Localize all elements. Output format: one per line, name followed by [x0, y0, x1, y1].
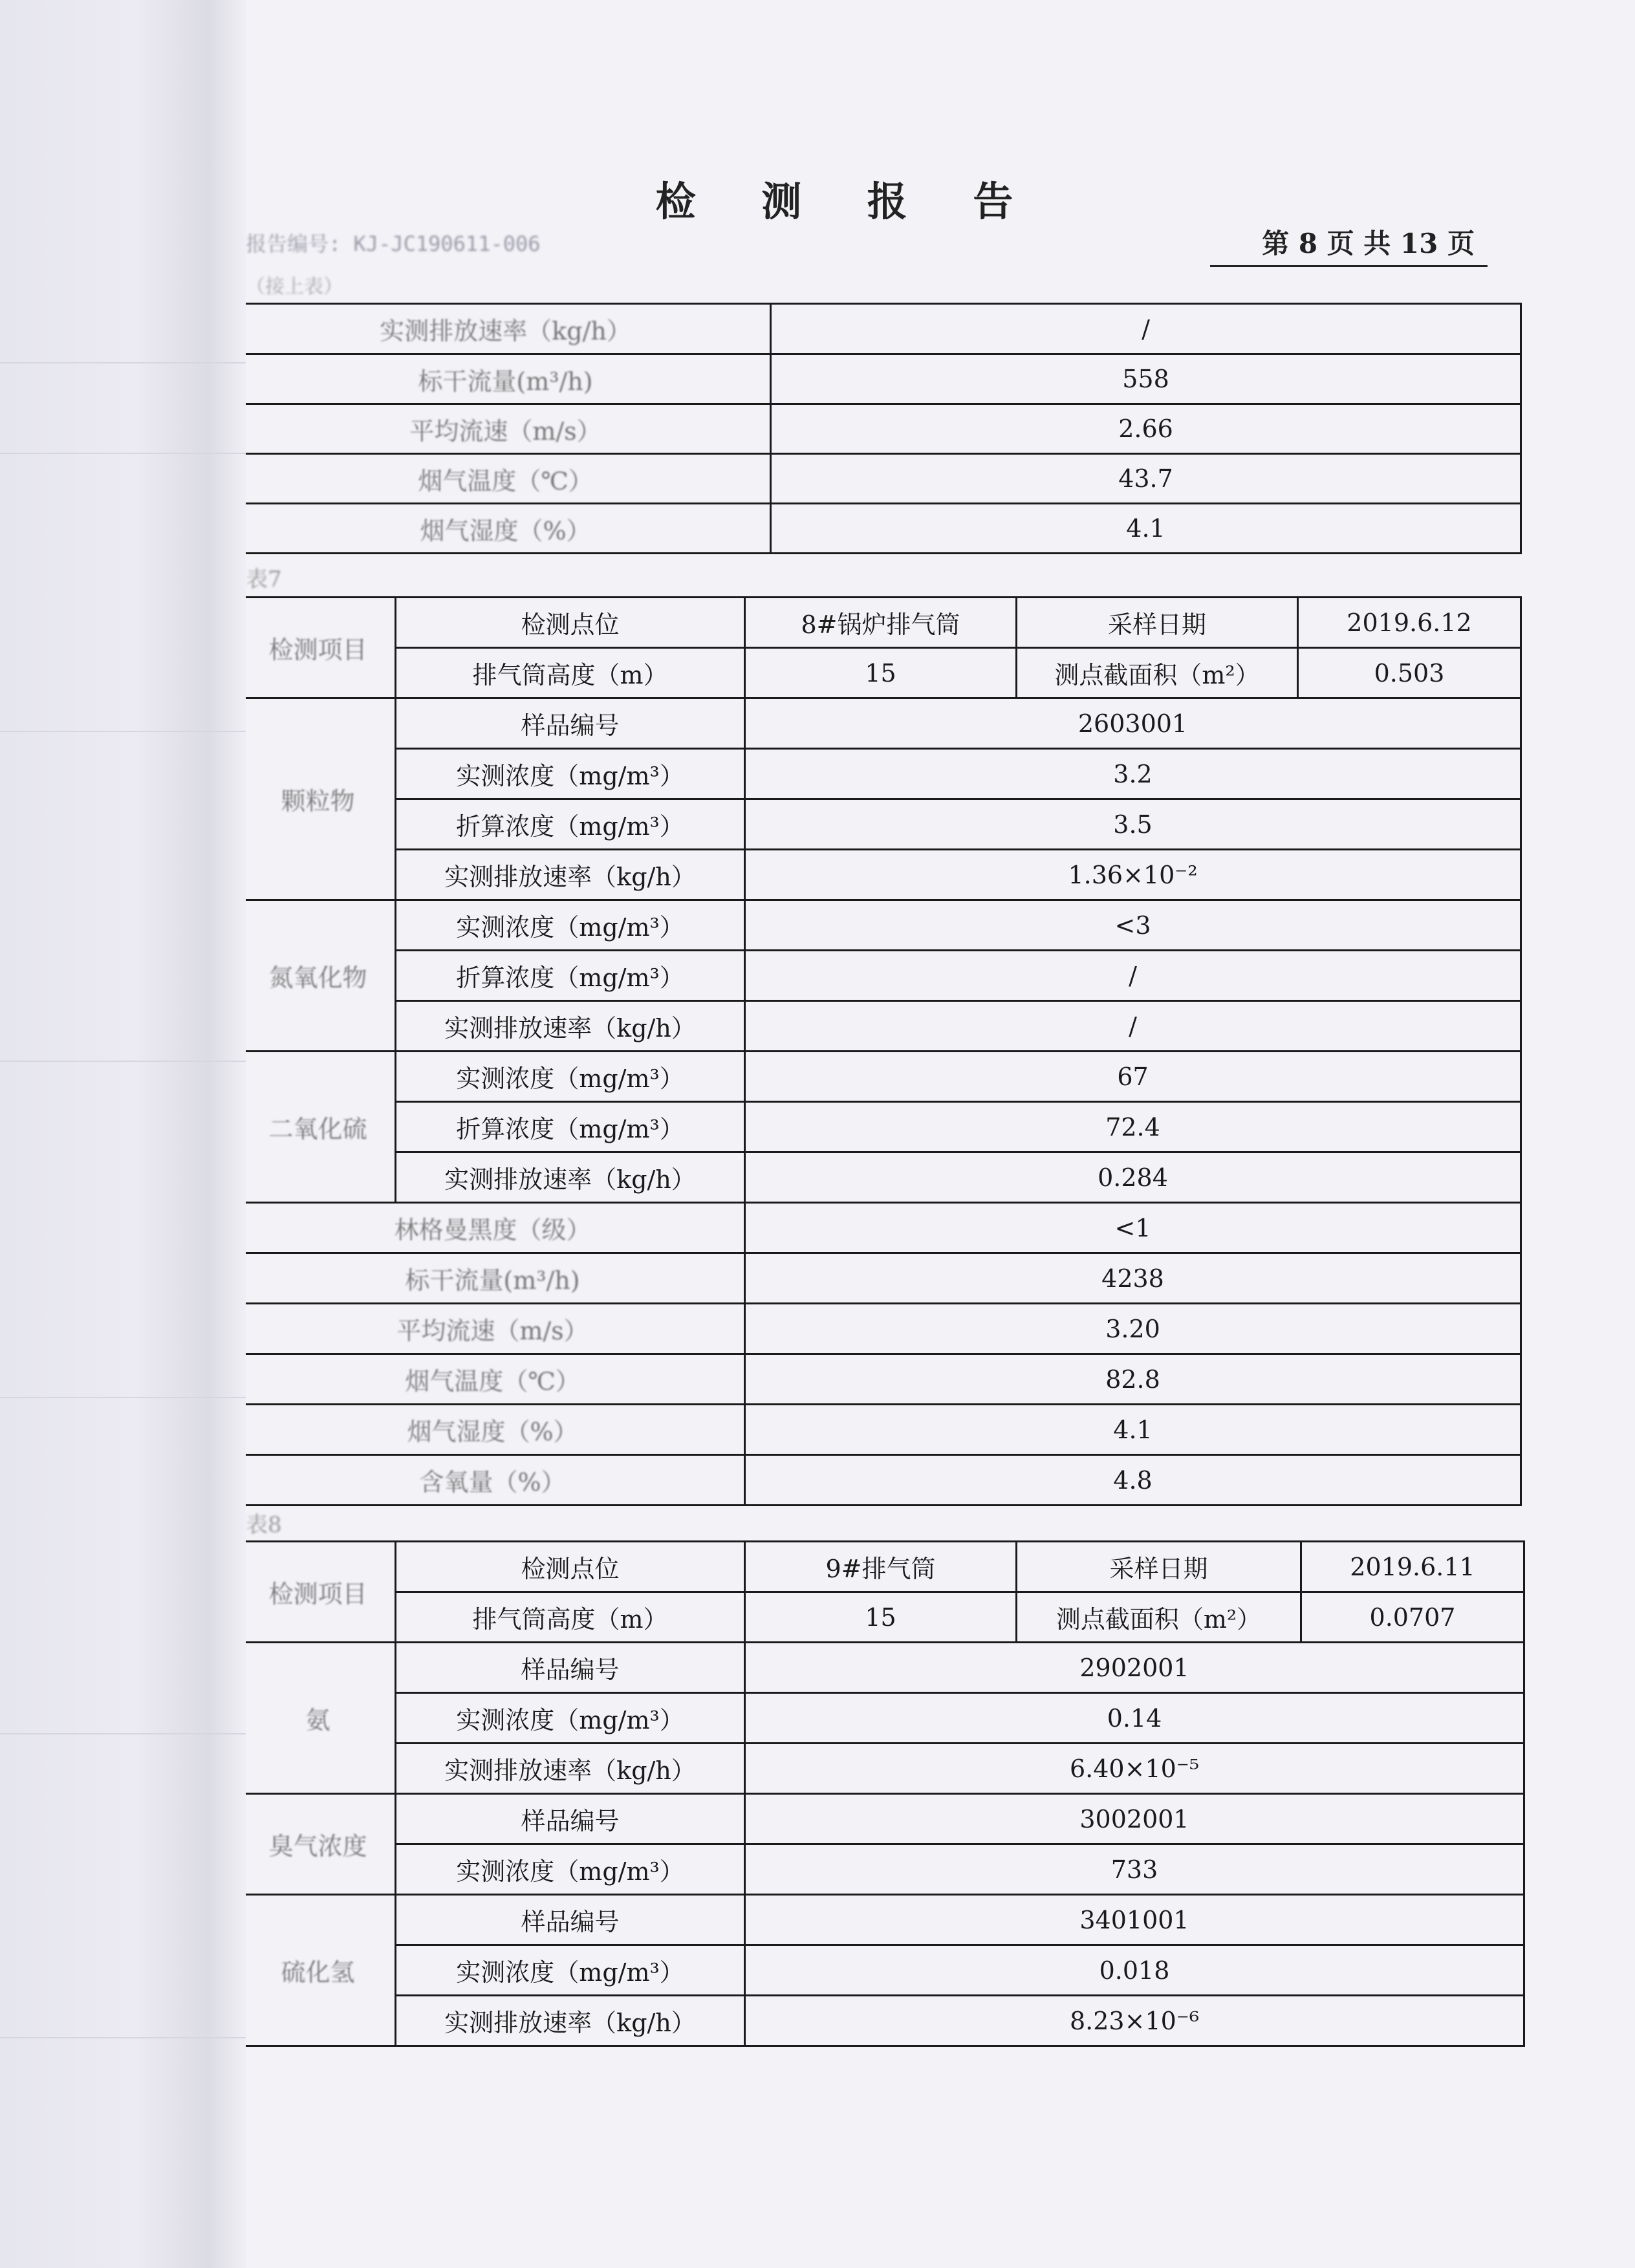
- table-row: [241, 404, 1521, 454]
- table-row: [241, 1052, 1521, 1102]
- height-value: 15: [745, 648, 1017, 698]
- table8: [239, 1540, 1525, 2047]
- row-label: 实测浓度（mg/m³）: [396, 1844, 745, 1895]
- row-label: 烟气湿度（%）: [241, 1405, 745, 1455]
- date-label: 采样日期: [1017, 598, 1298, 648]
- row-value: 67: [745, 1052, 1521, 1102]
- row-value: 4.1: [771, 504, 1521, 554]
- row-value: 1.36×10⁻²: [745, 850, 1521, 900]
- row-label: 实测排放速率（kg/h）: [241, 304, 771, 354]
- table-row: [241, 749, 1521, 799]
- table-row: [241, 850, 1521, 900]
- row-label: 样品编号: [396, 1794, 745, 1844]
- row-value: 2.66: [771, 404, 1521, 454]
- row-label: 折算浓度（mg/m³）: [396, 951, 745, 1001]
- date-label: 采样日期: [1017, 1542, 1301, 1592]
- row-value: 0.018: [745, 1945, 1524, 1996]
- row-value: 0.284: [745, 1152, 1521, 1203]
- table-row: [241, 1744, 1524, 1794]
- area-label: 测点截面积（m²）: [1017, 1592, 1301, 1643]
- report-title: 检 测 报 告: [655, 178, 1039, 225]
- table-top: [239, 303, 1522, 554]
- row-label: 折算浓度（mg/m³）: [396, 1102, 745, 1152]
- table-row: [241, 1354, 1521, 1405]
- row-label: 折算浓度（mg/m³）: [396, 799, 745, 850]
- table-row: [241, 1102, 1521, 1152]
- row-value: /: [745, 1001, 1521, 1052]
- table-row: [241, 504, 1521, 554]
- table-row: [241, 1203, 1521, 1253]
- table-row: [241, 1304, 1521, 1354]
- table-row: [241, 1996, 1524, 2046]
- table-row: [241, 698, 1521, 749]
- row-value: <3: [745, 900, 1521, 951]
- row-label: 实测排放速率（kg/h）: [396, 850, 745, 900]
- height-label: 排气筒高度（m）: [396, 1592, 745, 1643]
- table-row: [241, 1152, 1521, 1203]
- row-value: 2603001: [745, 698, 1521, 749]
- row-label: 实测浓度（mg/m³）: [396, 900, 745, 951]
- table-row: [241, 900, 1521, 951]
- height-label: 排气筒高度（m）: [396, 648, 745, 698]
- group-name: 硫化氢: [241, 1895, 396, 2046]
- row-label: 实测浓度（mg/m³）: [396, 1693, 745, 1744]
- row-label: 烟气温度（℃）: [241, 1354, 745, 1405]
- row-label: 样品编号: [396, 1895, 745, 1945]
- row-label: 标干流量(m³/h): [241, 354, 771, 404]
- row-value: <1: [745, 1203, 1521, 1253]
- area-value: 0.0707: [1301, 1592, 1524, 1643]
- table-row: [241, 454, 1521, 504]
- table-row: [241, 1592, 1524, 1643]
- point-value: 9#排气筒: [745, 1542, 1017, 1592]
- row-label: 平均流速（m/s）: [241, 1304, 745, 1354]
- row-label: 实测浓度（mg/m³）: [396, 1052, 745, 1102]
- date-value: 2019.6.11: [1301, 1542, 1524, 1592]
- row-value: /: [745, 951, 1521, 1001]
- point-label: 检测点位: [396, 1542, 745, 1592]
- table-row: [241, 304, 1521, 354]
- group-name: 氮氧化物: [241, 900, 396, 1052]
- row-label: 实测排放速率（kg/h）: [396, 1996, 745, 2046]
- row-value: 72.4: [745, 1102, 1521, 1152]
- group-name: 二氧化硫: [241, 1052, 396, 1203]
- group-name: 氨: [241, 1643, 396, 1794]
- table8-caption: 表8: [246, 1512, 282, 1538]
- table-row: [241, 354, 1521, 404]
- table-row: [241, 1693, 1524, 1744]
- row-label: 标干流量(m³/h): [241, 1253, 745, 1304]
- row-value: 3.2: [745, 749, 1521, 799]
- row-label: 样品编号: [396, 1643, 745, 1693]
- row-value: 4.8: [745, 1455, 1521, 1506]
- row-value: 3.20: [745, 1304, 1521, 1354]
- group-name: 颗粒物: [241, 698, 396, 900]
- row-value: 43.7: [771, 454, 1521, 504]
- table-row: [241, 1895, 1524, 1945]
- row-label: 实测排放速率（kg/h）: [396, 1744, 745, 1794]
- row-value: 82.8: [745, 1354, 1521, 1405]
- continued-label: （接上表）: [246, 275, 343, 298]
- date-value: 2019.6.12: [1298, 598, 1521, 648]
- table-row: [241, 1643, 1524, 1693]
- item-header: 检测项目: [241, 1542, 396, 1643]
- table-row: [241, 648, 1521, 698]
- row-value: 6.40×10⁻⁵: [745, 1744, 1524, 1794]
- table-row: [241, 1542, 1524, 1592]
- row-value: /: [771, 304, 1521, 354]
- row-label: 样品编号: [396, 698, 745, 749]
- row-value: 4238: [745, 1253, 1521, 1304]
- table-row: [241, 799, 1521, 850]
- table-row: [241, 1253, 1521, 1304]
- table-row: [241, 1794, 1524, 1844]
- point-value: 8#锅炉排气筒: [745, 598, 1017, 648]
- row-label: 实测排放速率（kg/h）: [396, 1152, 745, 1203]
- binding-shadow: [0, 0, 246, 2268]
- page-number: 第 8 页 共 13 页: [1210, 222, 1488, 267]
- row-value: 4.1: [745, 1405, 1521, 1455]
- point-label: 检测点位: [396, 598, 745, 648]
- group-name: 臭气浓度: [241, 1794, 396, 1895]
- row-label: 实测排放速率（kg/h）: [396, 1001, 745, 1052]
- row-value: 8.23×10⁻⁶: [745, 1996, 1524, 2046]
- area-value: 0.503: [1298, 648, 1521, 698]
- report-number: 报告编号: KJ-JC190611-006: [246, 232, 541, 256]
- table-row: [241, 1455, 1521, 1506]
- row-label: 平均流速（m/s）: [241, 404, 771, 454]
- row-value: 558: [771, 354, 1521, 404]
- table-row: [241, 598, 1521, 648]
- table-row: [241, 1945, 1524, 1996]
- table-row: [241, 1844, 1524, 1895]
- row-value: 2902001: [745, 1643, 1524, 1693]
- item-header: 检测项目: [241, 598, 396, 698]
- row-value: 3.5: [745, 799, 1521, 850]
- row-label: 林格曼黑度（级）: [241, 1203, 745, 1253]
- row-label: 实测浓度（mg/m³）: [396, 1945, 745, 1996]
- table-row: [241, 1001, 1521, 1052]
- row-label: 实测浓度（mg/m³）: [396, 749, 745, 799]
- row-value: 733: [745, 1844, 1524, 1895]
- row-value: 0.14: [745, 1693, 1524, 1744]
- area-label: 测点截面积（m²）: [1017, 648, 1298, 698]
- row-value: 3401001: [745, 1895, 1524, 1945]
- table7: [239, 596, 1522, 1506]
- table-row: [241, 951, 1521, 1001]
- row-label: 烟气湿度（%）: [241, 504, 771, 554]
- row-label: 含氧量（%）: [241, 1455, 745, 1506]
- height-value: 15: [745, 1592, 1017, 1643]
- table7-caption: 表7: [246, 567, 282, 592]
- row-value: 3002001: [745, 1794, 1524, 1844]
- table-row: [241, 1405, 1521, 1455]
- row-label: 烟气温度（℃）: [241, 454, 771, 504]
